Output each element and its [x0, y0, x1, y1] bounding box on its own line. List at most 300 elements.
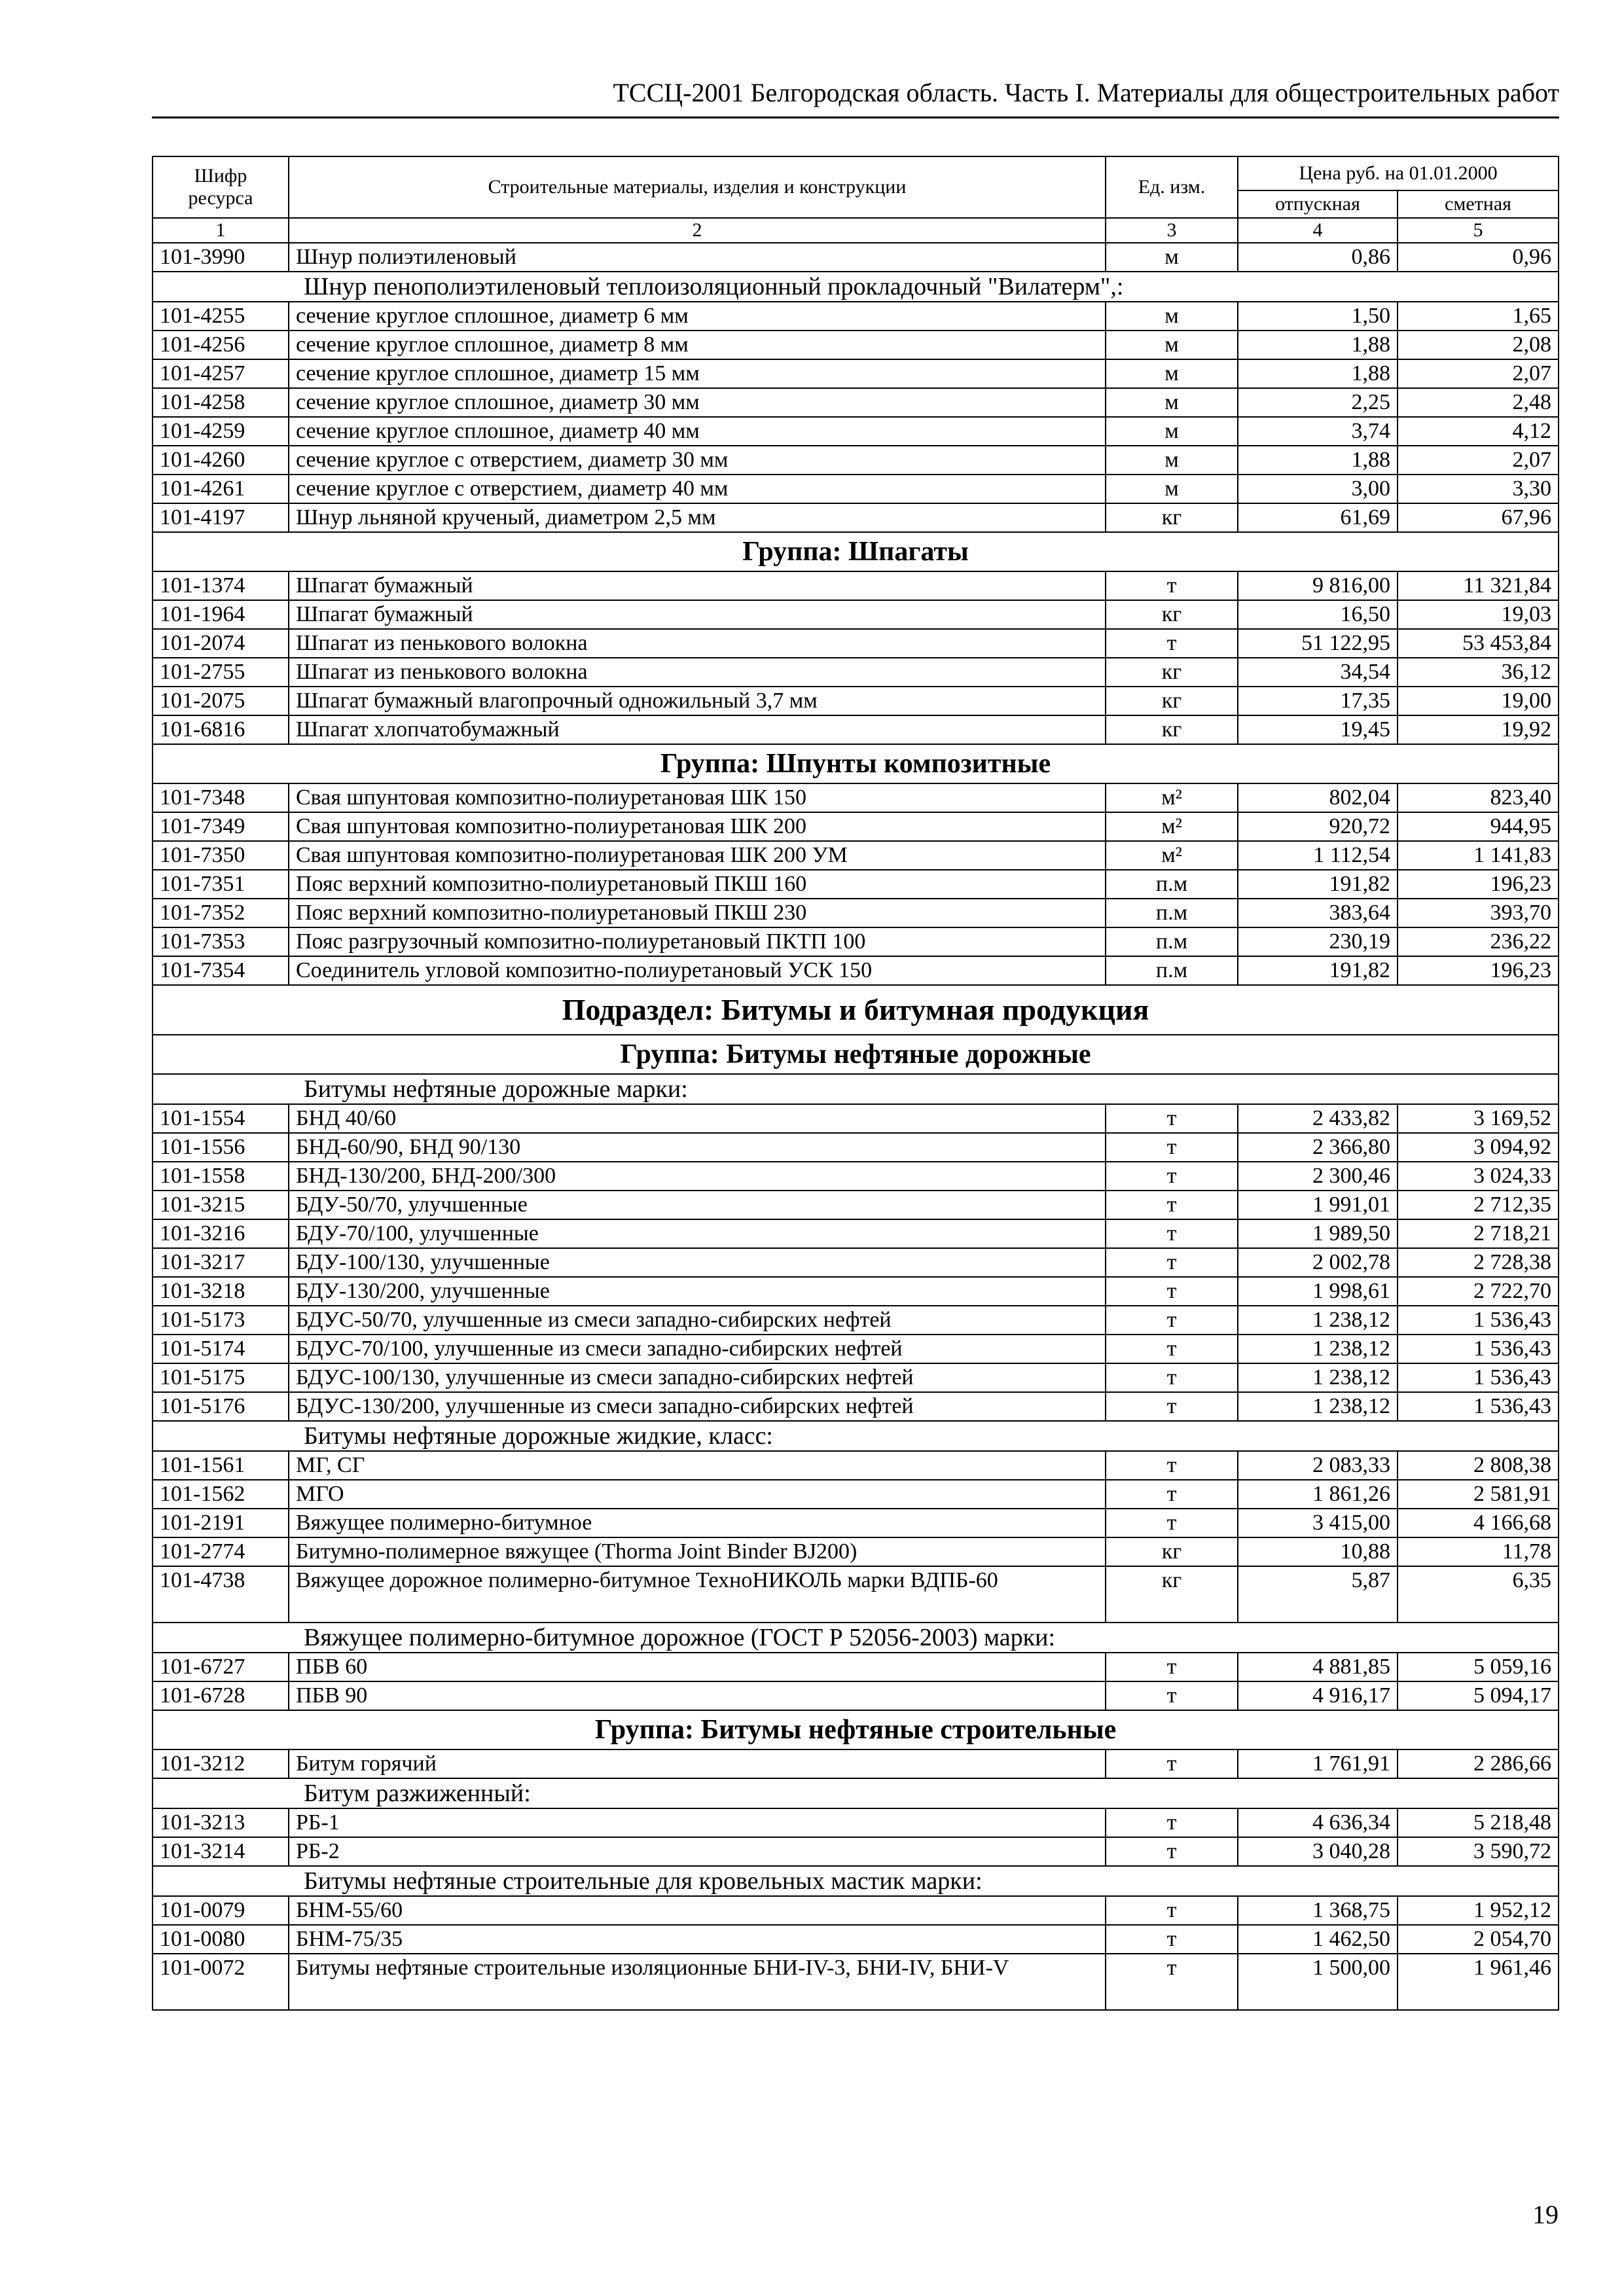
subgroup-heading: Битумы нефтяные строительные для кровельных мастик марки: [153, 1866, 1559, 1896]
col-header-unit: Ед. изм. [1106, 156, 1238, 218]
cell-release-price: 4 881,85 [1238, 1653, 1398, 1681]
cell-release-price: 1,88 [1238, 359, 1398, 388]
table-row [153, 629, 1559, 658]
cell-release-price: 1 238,12 [1238, 1363, 1398, 1392]
cell-unit: кг [1106, 600, 1238, 629]
cell-name: Шпагат бумажный [289, 571, 1106, 600]
group-heading: Группа: Шпагаты [153, 532, 1559, 571]
cell-release-price: 2 002,78 [1238, 1248, 1398, 1277]
cell-release-price: 191,82 [1238, 870, 1398, 899]
cell-unit: кг [1106, 1537, 1238, 1566]
cell-estimate-price: 2,07 [1398, 359, 1559, 388]
cell-estimate-price: 2 286,66 [1398, 1749, 1559, 1778]
cell-code: 101-3215 [153, 1191, 289, 1219]
cell-release-price: 19,45 [1238, 715, 1398, 744]
table-row [153, 1896, 1559, 1925]
cell-code: 101-2755 [153, 658, 289, 687]
cell-release-price: 3 415,00 [1238, 1509, 1398, 1537]
table-row [153, 1451, 1559, 1480]
cell-estimate-price: 19,00 [1398, 687, 1559, 715]
cell-name: Шпагат хлопчатобумажный [289, 715, 1106, 744]
cell-unit: т [1106, 1191, 1238, 1219]
cell-estimate-price: 3 024,33 [1398, 1162, 1559, 1191]
cell-unit: п.м [1106, 927, 1238, 956]
table-row [153, 1219, 1559, 1248]
cell-code: 101-4261 [153, 475, 289, 503]
table-row [153, 1566, 1559, 1623]
table-row [153, 503, 1559, 532]
cell-unit: п.м [1106, 899, 1238, 927]
subsection-row [153, 985, 1559, 1035]
cell-name: сечение круглое сплошное, диаметр 15 мм [289, 359, 1106, 388]
col-number-2: 2 [289, 218, 1106, 243]
table-row [153, 1277, 1559, 1306]
table-row [153, 388, 1559, 417]
cell-estimate-price: 2 581,91 [1398, 1480, 1559, 1509]
cell-estimate-price: 196,23 [1398, 956, 1559, 985]
table-row [153, 1509, 1559, 1537]
cell-release-price: 1 761,91 [1238, 1749, 1398, 1778]
table-row [153, 1808, 1559, 1837]
cell-code: 101-3213 [153, 1808, 289, 1837]
cell-estimate-price: 3,30 [1398, 475, 1559, 503]
cell-unit: т [1106, 1509, 1238, 1537]
cell-code: 101-4257 [153, 359, 289, 388]
cell-code: 101-7353 [153, 927, 289, 956]
group-row [153, 1710, 1559, 1749]
cell-name: БДУ-70/100, улучшенные [289, 1219, 1106, 1248]
cell-estimate-price: 3 169,52 [1398, 1104, 1559, 1133]
subsection-heading: Подраздел: Битумы и битумная продукция [153, 985, 1559, 1035]
cell-unit: м [1106, 331, 1238, 359]
subgroup-heading: Битумы нефтяные дорожные марки: [153, 1074, 1559, 1104]
cell-release-price: 1 368,75 [1238, 1896, 1398, 1925]
cell-name: БДУС-130/200, улучшенные из смеси западно-сибирских нефтей [289, 1392, 1106, 1421]
cell-estimate-price: 0,96 [1398, 243, 1559, 272]
cell-code: 101-0080 [153, 1925, 289, 1954]
cell-code: 101-7351 [153, 870, 289, 899]
cell-code: 101-2074 [153, 629, 289, 658]
cell-unit: м [1106, 243, 1238, 272]
cell-code: 101-4258 [153, 388, 289, 417]
table-row [153, 841, 1559, 870]
cell-name: сечение круглое сплошное, диаметр 40 мм [289, 417, 1106, 446]
subgroup-row [153, 1778, 1559, 1808]
cell-name: БДУС-70/100, улучшенные из смеси западно-сибирских нефтей [289, 1335, 1106, 1363]
cell-release-price: 5,87 [1238, 1566, 1398, 1623]
cell-unit: т [1106, 1392, 1238, 1421]
table-row [153, 571, 1559, 600]
cell-code: 101-3218 [153, 1277, 289, 1306]
col-header-release-price: отпускная [1238, 190, 1398, 218]
cell-unit: т [1106, 629, 1238, 658]
cell-estimate-price: 1 536,43 [1398, 1363, 1559, 1392]
col-header-estimate-price: сметная [1398, 190, 1559, 218]
cell-name: Вяжущее полимерно-битумное [289, 1509, 1106, 1537]
cell-estimate-price: 67,96 [1398, 503, 1559, 532]
cell-estimate-price: 19,03 [1398, 600, 1559, 629]
cell-release-price: 3,00 [1238, 475, 1398, 503]
cell-code: 101-2191 [153, 1509, 289, 1537]
cell-estimate-price: 11 321,84 [1398, 571, 1559, 600]
table-row [153, 1335, 1559, 1363]
cell-estimate-price: 36,12 [1398, 658, 1559, 687]
cell-code: 101-0072 [153, 1954, 289, 2010]
cell-unit: п.м [1106, 956, 1238, 985]
cell-name: БДУ-130/200, улучшенные [289, 1277, 1106, 1306]
cell-code: 101-7348 [153, 783, 289, 812]
cell-unit: т [1106, 1681, 1238, 1710]
cell-release-price: 1 112,54 [1238, 841, 1398, 870]
cell-release-price: 3 040,28 [1238, 1837, 1398, 1866]
cell-release-price: 9 816,00 [1238, 571, 1398, 600]
cell-release-price: 1 238,12 [1238, 1306, 1398, 1335]
cell-release-price: 802,04 [1238, 783, 1398, 812]
cell-estimate-price: 4,12 [1398, 417, 1559, 446]
cell-estimate-price: 236,22 [1398, 927, 1559, 956]
cell-unit: кг [1106, 715, 1238, 744]
cell-code: 101-7349 [153, 812, 289, 841]
cell-name: сечение круглое сплошное, диаметр 30 мм [289, 388, 1106, 417]
cell-release-price: 1 991,01 [1238, 1191, 1398, 1219]
cell-code: 101-1556 [153, 1133, 289, 1162]
cell-name: Свая шпунтовая композитно-полиуретановая ШК 150 [289, 783, 1106, 812]
cell-release-price: 1,88 [1238, 331, 1398, 359]
cell-release-price: 191,82 [1238, 956, 1398, 985]
cell-estimate-price: 1 952,12 [1398, 1896, 1559, 1925]
cell-code: 101-3990 [153, 243, 289, 272]
table-row [153, 359, 1559, 388]
cell-unit: м [1106, 446, 1238, 475]
cell-name: БНМ-75/35 [289, 1925, 1106, 1954]
cell-code: 101-1558 [153, 1162, 289, 1191]
cell-release-price: 1 462,50 [1238, 1925, 1398, 1954]
cell-estimate-price: 196,23 [1398, 870, 1559, 899]
cell-estimate-price: 6,35 [1398, 1566, 1559, 1623]
group-heading: Группа: Битумы нефтяные строительные [153, 1710, 1559, 1749]
cell-release-price: 1,50 [1238, 302, 1398, 331]
cell-estimate-price: 1 141,83 [1398, 841, 1559, 870]
cell-code: 101-4255 [153, 302, 289, 331]
table-row [153, 1954, 1559, 2010]
col-header-name: Строительные материалы, изделия и конструкции [289, 156, 1106, 218]
table-row [153, 1480, 1559, 1509]
table-row [153, 302, 1559, 331]
cell-release-price: 51 122,95 [1238, 629, 1398, 658]
cell-release-price: 1,88 [1238, 446, 1398, 475]
table-row [153, 1749, 1559, 1778]
table-row [153, 1392, 1559, 1421]
table-row [153, 1925, 1559, 1954]
cell-code: 101-6728 [153, 1681, 289, 1710]
col-number-1: 1 [153, 218, 289, 243]
cell-unit: т [1106, 1248, 1238, 1277]
cell-name: Свая шпунтовая композитно-полиуретановая ШК 200 УМ [289, 841, 1106, 870]
cell-name: БНМ-55/60 [289, 1896, 1106, 1925]
cell-estimate-price: 3 094,92 [1398, 1133, 1559, 1162]
cell-code: 101-3217 [153, 1248, 289, 1277]
col-header-code: Шифр ресурса [153, 156, 289, 218]
cell-estimate-price: 2 728,38 [1398, 1248, 1559, 1277]
cell-code: 101-4256 [153, 331, 289, 359]
cell-unit: м² [1106, 812, 1238, 841]
cell-estimate-price: 2,08 [1398, 331, 1559, 359]
subgroup-row [153, 272, 1559, 302]
cell-unit: т [1106, 1363, 1238, 1392]
cell-unit: м² [1106, 841, 1238, 870]
cell-release-price: 383,64 [1238, 899, 1398, 927]
table-row [153, 475, 1559, 503]
table-row [153, 331, 1559, 359]
cell-unit: м² [1106, 783, 1238, 812]
cell-code: 101-2075 [153, 687, 289, 715]
table-row [153, 658, 1559, 687]
cell-estimate-price: 1 536,43 [1398, 1335, 1559, 1363]
cell-code: 101-5174 [153, 1335, 289, 1363]
cell-estimate-price: 2 712,35 [1398, 1191, 1559, 1219]
cell-name: БНД-60/90, БНД 90/130 [289, 1133, 1106, 1162]
table-row [153, 243, 1559, 272]
cell-name: Шпагат бумажный [289, 600, 1106, 629]
cell-release-price: 1 238,12 [1238, 1392, 1398, 1421]
group-row [153, 532, 1559, 571]
cell-name: БДУС-100/130, улучшенные из смеси западно-сибирских нефтей [289, 1363, 1106, 1392]
table-row [153, 1837, 1559, 1866]
col-header-price: Цена руб. на 01.01.2000 [1238, 156, 1559, 190]
cell-estimate-price: 1 961,46 [1398, 1954, 1559, 2010]
cell-estimate-price: 393,70 [1398, 899, 1559, 927]
cell-unit: т [1106, 571, 1238, 600]
cell-estimate-price: 19,92 [1398, 715, 1559, 744]
cell-name: РБ-2 [289, 1837, 1106, 1866]
table-row [153, 1306, 1559, 1335]
cell-estimate-price: 1 536,43 [1398, 1306, 1559, 1335]
subgroup-heading: Вяжущее полимерно-битумное дорожное (ГОСТ Р 52056-2003) марки: [153, 1623, 1559, 1653]
cell-release-price: 1 861,26 [1238, 1480, 1398, 1509]
cell-unit: т [1106, 1133, 1238, 1162]
subgroup-heading: Шнур пенополиэтиленовый теплоизоляционный прокладочный "Вилатерм",: [153, 272, 1559, 302]
cell-name: ПБВ 60 [289, 1653, 1106, 1681]
cell-release-price: 3,74 [1238, 417, 1398, 446]
cell-unit: т [1106, 1749, 1238, 1778]
table-row [153, 927, 1559, 956]
group-heading: Группа: Шпунты композитные [153, 744, 1559, 783]
cell-name: Шнур льняной крученый, диаметром 2,5 мм [289, 503, 1106, 532]
cell-code: 101-1561 [153, 1451, 289, 1480]
cell-release-price: 4 636,34 [1238, 1808, 1398, 1837]
cell-name: Битум горячий [289, 1749, 1106, 1778]
cell-release-price: 2 366,80 [1238, 1133, 1398, 1162]
cell-code: 101-5173 [153, 1306, 289, 1335]
cell-release-price: 920,72 [1238, 812, 1398, 841]
cell-estimate-price: 4 166,68 [1398, 1509, 1559, 1537]
cell-name: сечение круглое сплошное, диаметр 8 мм [289, 331, 1106, 359]
subgroup-row [153, 1421, 1559, 1451]
table-row [153, 783, 1559, 812]
subgroup-row [153, 1623, 1559, 1653]
cell-estimate-price: 5 218,48 [1398, 1808, 1559, 1837]
table-row [153, 1162, 1559, 1191]
page-header: ТССЦ-2001 Белгородская область. Часть I. Материалы для общестроительных работ [152, 77, 1559, 118]
cell-code: 101-5176 [153, 1392, 289, 1421]
cell-unit: кг [1106, 687, 1238, 715]
cell-name: сечение круглое сплошное, диаметр 6 мм [289, 302, 1106, 331]
cell-name: Шпагат из пенькового волокна [289, 629, 1106, 658]
cell-unit: т [1106, 1837, 1238, 1866]
cell-code: 101-7354 [153, 956, 289, 985]
cell-release-price: 10,88 [1238, 1537, 1398, 1566]
cell-code: 101-3214 [153, 1837, 289, 1866]
cell-unit: т [1106, 1306, 1238, 1335]
cell-code: 101-1562 [153, 1480, 289, 1509]
cell-release-price: 61,69 [1238, 503, 1398, 532]
cell-release-price: 1 989,50 [1238, 1219, 1398, 1248]
page-number: 19 [1532, 2200, 1559, 2229]
price-table [152, 156, 1559, 2011]
cell-name: БДУ-50/70, улучшенные [289, 1191, 1106, 1219]
cell-unit: т [1106, 1808, 1238, 1837]
cell-code: 101-3216 [153, 1219, 289, 1248]
cell-name: Пояс разгрузочный композитно-полиуретановый ПКТП 100 [289, 927, 1106, 956]
table-row [153, 715, 1559, 744]
cell-estimate-price: 5 059,16 [1398, 1653, 1559, 1681]
cell-unit: кг [1106, 658, 1238, 687]
table-row [153, 1537, 1559, 1566]
table-row [153, 1133, 1559, 1162]
cell-release-price: 1 998,61 [1238, 1277, 1398, 1306]
cell-unit: т [1106, 1162, 1238, 1191]
cell-code: 101-2774 [153, 1537, 289, 1566]
col-number-5: 5 [1398, 218, 1559, 243]
table-row [153, 600, 1559, 629]
cell-estimate-price: 2,07 [1398, 446, 1559, 475]
cell-release-price: 230,19 [1238, 927, 1398, 956]
cell-unit: кг [1106, 1566, 1238, 1623]
group-row [153, 1035, 1559, 1074]
cell-unit: т [1106, 1653, 1238, 1681]
cell-estimate-price: 2 054,70 [1398, 1925, 1559, 1954]
cell-name: БНД 40/60 [289, 1104, 1106, 1133]
table-row [153, 446, 1559, 475]
col-number-3: 3 [1106, 218, 1238, 243]
cell-unit: м [1106, 475, 1238, 503]
cell-estimate-price: 3 590,72 [1398, 1837, 1559, 1866]
col-number-4: 4 [1238, 218, 1398, 243]
cell-release-price: 2,25 [1238, 388, 1398, 417]
cell-code: 101-4260 [153, 446, 289, 475]
cell-release-price: 1 238,12 [1238, 1335, 1398, 1363]
cell-name: сечение круглое с отверстием, диаметр 40 мм [289, 475, 1106, 503]
cell-release-price: 2 083,33 [1238, 1451, 1398, 1480]
cell-estimate-price: 2,48 [1398, 388, 1559, 417]
cell-estimate-price: 2 722,70 [1398, 1277, 1559, 1306]
cell-estimate-price: 2 718,21 [1398, 1219, 1559, 1248]
table-row [153, 812, 1559, 841]
cell-unit: т [1106, 1335, 1238, 1363]
cell-code: 101-4738 [153, 1566, 289, 1623]
cell-unit: т [1106, 1219, 1238, 1248]
cell-unit: т [1106, 1896, 1238, 1925]
subgroup-heading: Битум разжиженный: [153, 1778, 1559, 1808]
table-row [153, 1681, 1559, 1710]
cell-release-price: 2 433,82 [1238, 1104, 1398, 1133]
cell-unit: м [1106, 388, 1238, 417]
cell-estimate-price: 11,78 [1398, 1537, 1559, 1566]
cell-code: 101-7350 [153, 841, 289, 870]
cell-unit: т [1106, 1104, 1238, 1133]
cell-release-price: 2 300,46 [1238, 1162, 1398, 1191]
group-heading: Группа: Битумы нефтяные дорожные [153, 1035, 1559, 1074]
cell-code: 101-4259 [153, 417, 289, 446]
cell-release-price: 16,50 [1238, 600, 1398, 629]
cell-name: Свая шпунтовая композитно-полиуретановая ШК 200 [289, 812, 1106, 841]
table-row [153, 1363, 1559, 1392]
cell-code: 101-3212 [153, 1749, 289, 1778]
table-row [153, 870, 1559, 899]
cell-estimate-price: 2 808,38 [1398, 1451, 1559, 1480]
cell-name: Шпагат из пенькового волокна [289, 658, 1106, 687]
cell-name: РБ-1 [289, 1808, 1106, 1837]
table-row [153, 417, 1559, 446]
cell-code: 101-6816 [153, 715, 289, 744]
cell-code: 101-1964 [153, 600, 289, 629]
cell-name: Вяжущее дорожное полимерно-битумное ТехноНИКОЛЬ марки ВДПБ-60 [289, 1566, 1106, 1623]
cell-name: Пояс верхний композитно-полиуретановый ПКШ 230 [289, 899, 1106, 927]
cell-unit: т [1106, 1480, 1238, 1509]
cell-name: Соединитель угловой композитно-полиуретановый УСК 150 [289, 956, 1106, 985]
cell-code: 101-0079 [153, 1896, 289, 1925]
cell-release-price: 0,86 [1238, 243, 1398, 272]
cell-unit: кг [1106, 503, 1238, 532]
subgroup-heading: Битумы нефтяные дорожные жидкие, класс: [153, 1421, 1559, 1451]
cell-estimate-price: 1 536,43 [1398, 1392, 1559, 1421]
cell-code: 101-5175 [153, 1363, 289, 1392]
cell-name: Битумы нефтяные строительные изоляционные БНИ-IV-3, БНИ-IV, БНИ-V [289, 1954, 1106, 2010]
cell-unit: м [1106, 302, 1238, 331]
table-body [153, 243, 1559, 2010]
group-row [153, 744, 1559, 783]
table-row [153, 1191, 1559, 1219]
cell-release-price: 17,35 [1238, 687, 1398, 715]
cell-estimate-price: 1,65 [1398, 302, 1559, 331]
cell-name: Пояс верхний композитно-полиуретановый ПКШ 160 [289, 870, 1106, 899]
cell-name: Битумно-полимерное вяжущее (Thorma Joint Binder BJ200) [289, 1537, 1106, 1566]
cell-estimate-price: 5 094,17 [1398, 1681, 1559, 1710]
cell-code: 101-1554 [153, 1104, 289, 1133]
cell-estimate-price: 944,95 [1398, 812, 1559, 841]
cell-name: МГО [289, 1480, 1106, 1509]
cell-estimate-price: 823,40 [1398, 783, 1559, 812]
cell-release-price: 4 916,17 [1238, 1681, 1398, 1710]
cell-unit: т [1106, 1954, 1238, 2010]
table-row [153, 1248, 1559, 1277]
cell-code: 101-6727 [153, 1653, 289, 1681]
cell-code: 101-4197 [153, 503, 289, 532]
cell-estimate-price: 53 453,84 [1398, 629, 1559, 658]
table-row [153, 687, 1559, 715]
cell-unit: т [1106, 1451, 1238, 1480]
cell-unit: т [1106, 1925, 1238, 1954]
cell-release-price: 34,54 [1238, 658, 1398, 687]
subgroup-row [153, 1074, 1559, 1104]
table-row [153, 1653, 1559, 1681]
cell-name: Шнур полиэтиленовый [289, 243, 1106, 272]
cell-release-price: 1 500,00 [1238, 1954, 1398, 2010]
subgroup-row [153, 1866, 1559, 1896]
cell-name: БДУС-50/70, улучшенные из смеси западно-сибирских нефтей [289, 1306, 1106, 1335]
cell-name: Шпагат бумажный влагопрочный одножильный 3,7 мм [289, 687, 1106, 715]
cell-code: 101-7352 [153, 899, 289, 927]
